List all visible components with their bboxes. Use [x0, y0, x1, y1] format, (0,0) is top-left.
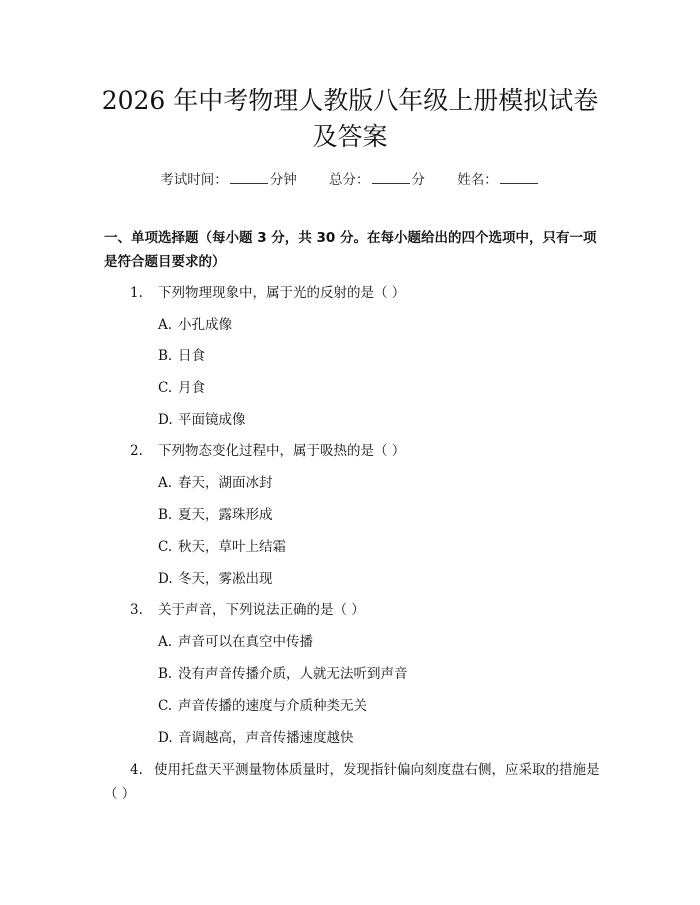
option-text: 没有声音传播介质，人就无法听到声音 — [178, 666, 408, 682]
option-2a — [158, 471, 273, 495]
option-text: 日食 — [178, 348, 205, 364]
total-score-blank — [372, 171, 410, 184]
question-text: 下列物理现象中，属于光的反射的是（ ） — [158, 285, 406, 301]
name-field — [457, 168, 540, 188]
exam-time-unit: 分钟 — [269, 172, 297, 188]
option-2d — [158, 567, 273, 591]
option-3b — [158, 662, 408, 686]
option-letter: D. — [158, 412, 173, 428]
question-4 — [104, 758, 604, 806]
total-score-field — [329, 168, 425, 188]
question-text: 关于声音，下列说法正确的是（ ） — [158, 602, 365, 618]
option-letter: C. — [158, 380, 173, 396]
option-letter: A. — [158, 475, 173, 491]
option-3d — [158, 726, 354, 750]
option-text: 小孔成像 — [178, 317, 232, 333]
total-score-unit: 分 — [411, 172, 425, 188]
exam-title-line1: 2026 年中考物理人教版八年级上册模拟试卷 — [101, 86, 599, 115]
name-label: 姓名： — [457, 172, 498, 188]
option-text: 夏天，露珠形成 — [178, 507, 273, 523]
option-letter: A. — [158, 634, 173, 650]
option-text: 声音可以在真空中传播 — [178, 634, 313, 650]
exam-time-blank — [230, 171, 268, 184]
option-letter: A. — [158, 317, 173, 333]
option-text: 平面镜成像 — [178, 412, 246, 428]
question-number: 4. — [130, 762, 143, 778]
option-letter: C. — [158, 698, 173, 714]
question-number: 2. — [130, 443, 143, 459]
question-1 — [130, 281, 405, 305]
option-1d — [158, 408, 246, 432]
option-letter: B. — [158, 507, 173, 523]
option-text: 春天，湖面冰封 — [178, 475, 273, 491]
option-text: 声音传播的速度与介质种类无关 — [178, 698, 367, 714]
option-letter: B. — [158, 348, 173, 364]
exam-info-row — [0, 168, 700, 188]
option-text: 月食 — [178, 380, 205, 396]
question-text: 使用托盘天平测量物体质量时，发现指针偏向刻度盘右侧，应采取的措施是（ ） — [104, 762, 600, 802]
option-2b — [158, 503, 273, 527]
option-letter: B. — [158, 666, 173, 682]
option-letter: C. — [158, 539, 173, 555]
question-2 — [130, 439, 405, 463]
option-letter: D. — [158, 730, 173, 746]
option-3a — [158, 630, 313, 654]
option-3c — [158, 694, 367, 718]
exam-time-field — [160, 168, 297, 188]
option-text: 秋天，草叶上结霜 — [178, 539, 286, 555]
exam-title-line2: 及答案 — [312, 122, 388, 151]
option-1b — [158, 344, 205, 368]
option-text: 冬天，雾凇出现 — [178, 571, 273, 587]
option-letter: D. — [158, 571, 173, 587]
question-3 — [130, 598, 365, 622]
total-score-label: 总分： — [329, 172, 370, 188]
option-2c — [158, 535, 286, 559]
option-1a — [158, 313, 232, 337]
option-text: 音调越高，声音传播速度越快 — [178, 730, 354, 746]
question-number: 1. — [130, 285, 143, 301]
name-blank — [500, 171, 538, 184]
exam-time-label: 考试时间： — [160, 172, 228, 188]
section-heading: 一、单项选择题（每小题 3 分，共 30 分。在每小题给出的四个选项中，只有一项是符合题目要求的） — [104, 230, 597, 270]
question-number: 3. — [130, 602, 143, 618]
question-text: 下列物态变化过程中，属于吸热的是（ ） — [158, 443, 406, 459]
option-1c — [158, 376, 205, 400]
